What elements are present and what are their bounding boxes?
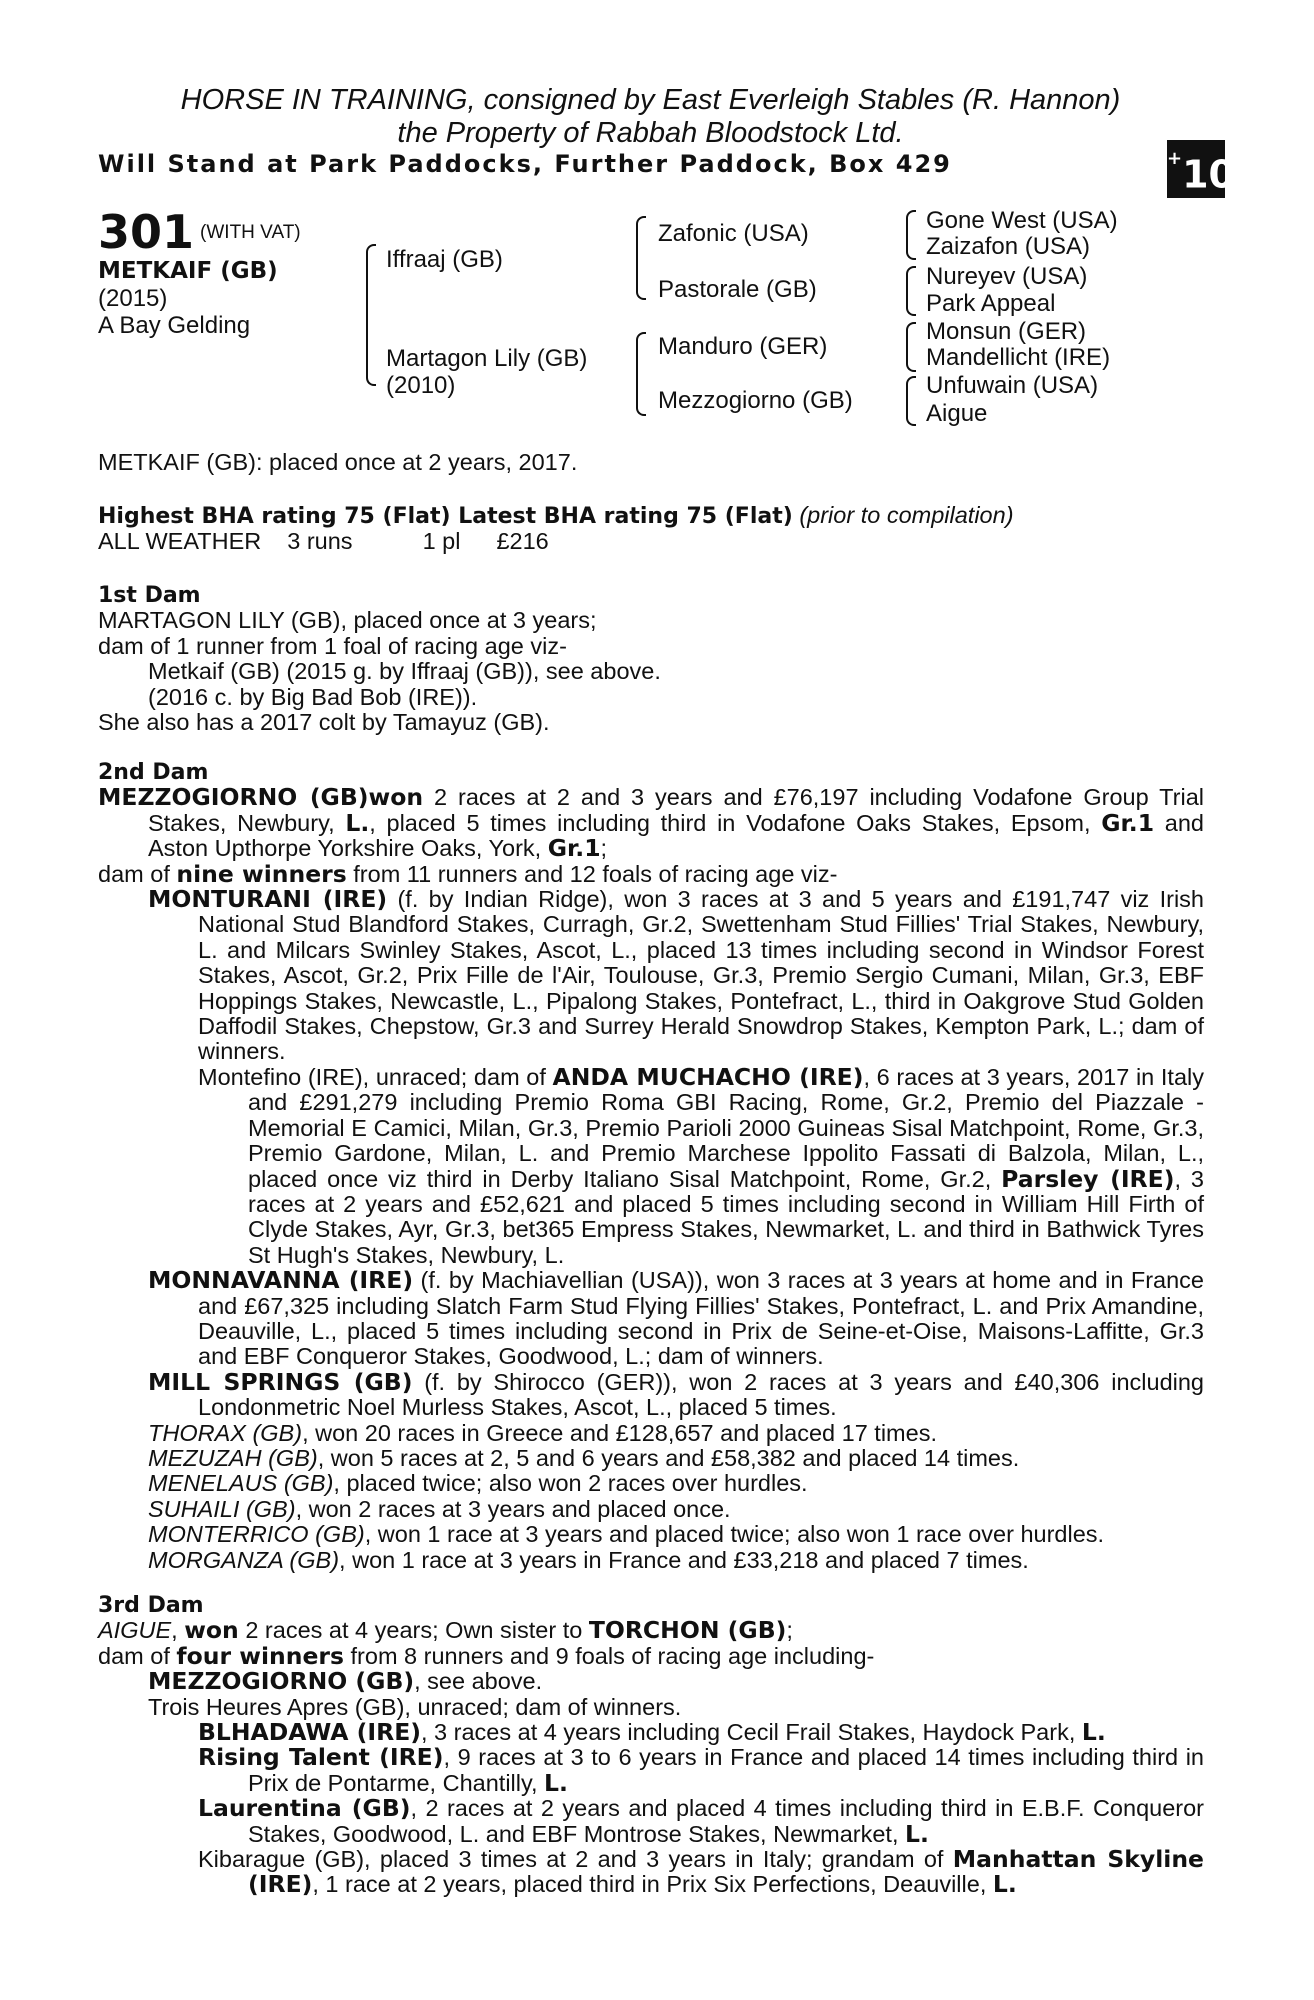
- group-label: Gr.1: [547, 834, 601, 863]
- bha-rating: [98, 503, 1204, 555]
- lot-badge: [1167, 140, 1235, 198]
- produce-text: (f. by Indian Ridge), won 3 races at 3 and 5 years and £191,747 viz Irish National Stud Blandford Stakes, Curragh, Gr.2, Swettenham Stud Fillies' Trial Stakes, Newbury, L. and Milcars Swinley Stakes, Ascot, L., placed 13 times including second in Windsor Forest Stakes, Ascot, Gr.2, Prix Fille de l'Air, Toulouse, Gr.3, Premio Sergio Cumani, Milan, Gr.3, EBF Hoppings Stakes, Newcastle, L., Pipalong Stakes, Pontefract, L., third in Oakgrove Stud Golden Daffodil Stakes, Chepstow, Gr.3 and Surrey Herald Snowdrop Stakes, Kempton Park, L.; dam of winners.: [198, 886, 1204, 1065]
- produce-text: (f. by Shirocco (GER)), won 2 races at 3 years and £40,306 including Londonmetric Noel Murless Stakes, Ascot, L., placed 5 times.: [198, 1368, 1204, 1421]
- record-text: and Aston Upthorpe Yorkshire Oaks, York,: [148, 809, 1204, 862]
- produce-entry: Metkaif (GB) (2015 g. by Iffraaj (GB)), see above.: [148, 658, 661, 685]
- record-text: ,: [171, 1617, 185, 1644]
- listed-label: L.: [992, 1870, 1017, 1899]
- foaling-year: (2015): [98, 285, 168, 312]
- pedigree-bracket: [636, 332, 646, 416]
- dam-produce-summary: [98, 1641, 1204, 1670]
- produce-text: , 3 races at 2 years and £52,621 and placed 5 times including second in William Hill Firth of Clyde Stakes, Ayr, Gr.3, bet365 Empress Stakes, Newmarket, L. and third in Bathwick Tyres St Hugh's Stakes, Newbury, L.: [248, 1165, 1204, 1268]
- produce-name: MEZZOGIORNO (GB): [148, 1667, 415, 1696]
- produce-name: MEZUZAH (GB): [148, 1444, 318, 1471]
- produce-entry: [98, 887, 1204, 1065]
- produce-name: Rising Talent (IRE): [198, 1743, 444, 1772]
- produce-name: THORAX (GB): [148, 1419, 303, 1446]
- pedigree-bracket: [906, 266, 916, 316]
- produce-text: , won 5 races at 2, 5 and 6 years and £58,382 and placed 14 times.: [317, 1444, 1020, 1471]
- produce-text: Montefino (IRE), unraced; dam of: [198, 1063, 553, 1090]
- produce-text: from 11 runners and 12 foals of racing age viz-: [346, 860, 838, 887]
- dam-record: MARTAGON LILY (GB), placed once at 3 years;: [98, 607, 597, 634]
- produce-name: Manhattan Skyline (IRE): [248, 1845, 1204, 1899]
- produce-name: MILL SPRINGS (GB): [148, 1367, 413, 1396]
- produce-text: , 1 race at 2 years, placed third in Prix Six Perfections, Deauville,: [312, 1871, 993, 1898]
- produce-name: MONNAVANNA (IRE): [148, 1266, 414, 1295]
- sibling-name: TORCHON (GB): [588, 1616, 787, 1645]
- produce-entry: (2016 c. by Big Bad Bob (IRE)).: [148, 683, 478, 710]
- lot-info: [98, 206, 358, 339]
- produce-text: from 8 runners and 9 foals of racing age including-: [344, 1642, 875, 1669]
- produce-name: Laurentina (GB): [198, 1794, 411, 1823]
- record-text: 2 races at 4 years; Own sister to: [238, 1617, 589, 1644]
- winners-count: four winners: [176, 1641, 344, 1670]
- aw-prize: £216: [496, 528, 549, 555]
- produce-entry: Trois Heures Apres (GB), unraced; dam of winners.: [148, 1693, 682, 1720]
- dam: Martagon Lily (GB): [386, 345, 588, 372]
- second-dam-section: [98, 760, 1204, 1573]
- third-dam-section: [98, 1593, 1204, 1898]
- won-label: won: [184, 1616, 239, 1645]
- record-text: ;: [786, 1617, 793, 1644]
- dam-record: [98, 1618, 1204, 1643]
- produce-name: MENELAUS (GB): [148, 1470, 334, 1497]
- horse-name: METKAIF (GB): [98, 258, 278, 284]
- produce-text: , won 20 races in Greece and £128,657 and placed 17 times.: [302, 1419, 937, 1446]
- produce-text: , 6 races at 3 years, 2017 in Italy and £291,279 including Premio Roma GBI Racing, Rome, Gr.2, Premio del Piazzale - Memorial E Camici, Milan, Gr.3, Premio Parioli 2000 Guineas Sisal Matchpoint, Rome, Gr.3, Premio Gardone, Milan, L. and Premio Marchese Ippolito Fassati di Balzola, Milan, L., placed once viz third in Derby Italiano Sisal Matchpoint, Rome, Gr.2,: [248, 1063, 1204, 1192]
- dam-record: [98, 785, 1204, 861]
- group-label: Gr.1: [1101, 808, 1155, 837]
- sd-dam: Park Appeal: [926, 290, 1056, 317]
- produce-text: dam of: [98, 860, 177, 887]
- dam-produce-summary: dam of 1 runner from 1 foal of racing age viz-: [98, 632, 567, 659]
- sire-dam: Pastorale (GB): [658, 276, 817, 303]
- pedigree-bracket: [906, 322, 916, 372]
- listed-label: L.: [1081, 1718, 1106, 1747]
- record-text: ;: [600, 835, 608, 862]
- catalogue-header: [98, 84, 1203, 150]
- produce-entry: [98, 1796, 1204, 1847]
- section-heading: 2nd Dam: [98, 760, 209, 785]
- dam-name: MEZZOGIORNO (GB): [98, 783, 369, 812]
- badge-number: 10: [1182, 152, 1235, 197]
- produce-entry: [98, 1497, 1204, 1522]
- produce-entry: [98, 1745, 1204, 1796]
- stand-location: Will Stand at Park Paddocks, Further Paddock, Box 429: [98, 150, 952, 178]
- produce-entry: [98, 1471, 1204, 1496]
- ds-dam: Mandellicht (IRE): [926, 344, 1111, 371]
- all-weather-record: [98, 529, 1204, 554]
- produce-text: , won 1 race at 3 years and placed twice; also won 1 race over hurdles.: [364, 1521, 1105, 1548]
- produce-entry: [98, 1062, 1204, 1268]
- won-label: won: [368, 783, 424, 812]
- produce-name: MONTURANI (IRE): [148, 885, 388, 914]
- pedigree-bracket: [906, 376, 916, 426]
- produce-entry: [98, 1669, 1204, 1694]
- produce-name: BLHADAWA (IRE): [198, 1718, 421, 1747]
- dam-year: (2010): [386, 372, 456, 399]
- dam-produce-summary: [98, 859, 1204, 888]
- first-dam-section: [98, 583, 1204, 735]
- sd-sire: Nureyev (USA): [926, 263, 1088, 290]
- dam-sire: Manduro (GER): [658, 333, 828, 360]
- rating-note: (prior to compilation): [799, 502, 1014, 528]
- race-summary: METKAIF (GB): placed once at 2 years, 2017.: [98, 449, 578, 475]
- horse-description: A Bay Gelding: [98, 312, 251, 339]
- section-heading: 3rd Dam: [98, 1593, 204, 1618]
- produce-text: , 9 races at 3 to 6 years in France and placed 14 times including third in Prix de Pontarme, Chantilly,: [248, 1744, 1205, 1796]
- winners-count: nine winners: [176, 859, 347, 888]
- produce-text: (f. by Machiavellian (USA)), won 3 races at 3 years at home and in France and £67,325 including Slatch Farm Stud Flying Fillies' Stakes, Pontefract, L. and Prix Amandine, Deauville, L., placed 5 times including second in Prix de Seine-et-Oise, Maisons-Laffitte, Gr.3 and EBF Conqueror Stakes, Goodwood, L.; dam of winners.: [198, 1267, 1204, 1370]
- produce-entry: [98, 1446, 1204, 1471]
- pedigree-bracket: [636, 216, 646, 300]
- ss-sire: Gone West (USA): [926, 207, 1118, 234]
- listed-label: L.: [905, 1819, 929, 1848]
- produce-entry: [98, 1421, 1204, 1446]
- vat-note: (WITH VAT): [200, 222, 301, 243]
- sire-sire: Zafonic (USA): [658, 220, 809, 247]
- produce-name: SUHAILI (GB): [148, 1495, 296, 1522]
- lot-number: 301: [98, 205, 195, 259]
- dam-dam: Mezzogiorno (GB): [658, 387, 853, 414]
- pedigree-bracket: [906, 210, 916, 260]
- aw-placed: 1 pl: [422, 528, 461, 555]
- produce-name: MONTERRICO (GB): [148, 1521, 365, 1548]
- produce-entry: [98, 1720, 1204, 1745]
- ss-dam: Zaizafon (USA): [926, 233, 1091, 260]
- produce-entry: [98, 1367, 1204, 1421]
- property-line: the Property of Rabbah Bloodstock Ltd.: [397, 117, 904, 149]
- produce-name: MORGANZA (GB): [148, 1546, 340, 1573]
- ds-sire: Monsun (GER): [926, 318, 1087, 345]
- produce-text: , 2 races at 2 years and placed 4 times including third in E.B.F. Conqueror Stakes, Goodwood, L. and EBF Montrose Stakes, Newmarket,: [248, 1795, 1204, 1847]
- sire: Iffraaj (GB): [386, 246, 503, 273]
- aw-label: ALL WEATHER: [98, 528, 262, 555]
- dd-sire: Unfuwain (USA): [926, 372, 1099, 399]
- rating-text: Highest BHA rating 75 (Flat) Latest BHA rating 75 (Flat): [98, 504, 793, 529]
- dd-dam: Aigue: [926, 400, 988, 427]
- produce-text: dam of: [98, 1642, 177, 1669]
- produce-entry: [98, 1268, 1204, 1370]
- listed-label: L.: [544, 1768, 568, 1797]
- record-text: , placed 5 times including third in Vodafone Oaks Stakes, Epsom,: [369, 809, 1102, 836]
- produce-name: Parsley (IRE): [1001, 1164, 1175, 1193]
- produce-entry: [98, 1847, 1204, 1898]
- produce-entry: [98, 1548, 1204, 1573]
- pedigree-bracket: [366, 244, 376, 386]
- section-heading: 1st Dam: [98, 583, 201, 608]
- dam-note: She also has a 2017 colt by Tamayuz (GB).: [98, 709, 550, 736]
- produce-text: , 3 races at 4 years including Cecil Frail Stakes, Haydock Park,: [421, 1719, 1082, 1746]
- badge-plus: +: [1167, 148, 1183, 169]
- dam-name: AIGUE: [98, 1617, 172, 1644]
- consignor-line: HORSE IN TRAINING, consigned by East Everleigh Stables (R. Hannon): [180, 84, 1121, 116]
- produce-text: , see above.: [414, 1668, 543, 1695]
- produce-text: Kibaraguе (GB), placed 3 times at 2 and 3 years in Italy; grandam of: [198, 1846, 953, 1873]
- produce-name: ANDA MUCHACHO (IRE): [552, 1062, 864, 1091]
- produce-text: , placed twice; also won 2 races over hurdles.: [333, 1470, 808, 1497]
- listed-label: L.: [345, 808, 370, 837]
- record-text: 2 races at 2 and 3 years and £76,197 including Vodafone Group Trial Stakes, Newbury,: [148, 784, 1205, 836]
- produce-text: , won 2 races at 3 years and placed once.: [295, 1495, 731, 1522]
- aw-runs: 3 runs: [287, 528, 353, 555]
- produce-text: , won 1 race at 3 years in France and £33,218 and placed 7 times.: [339, 1546, 1029, 1573]
- produce-entry: [98, 1522, 1204, 1547]
